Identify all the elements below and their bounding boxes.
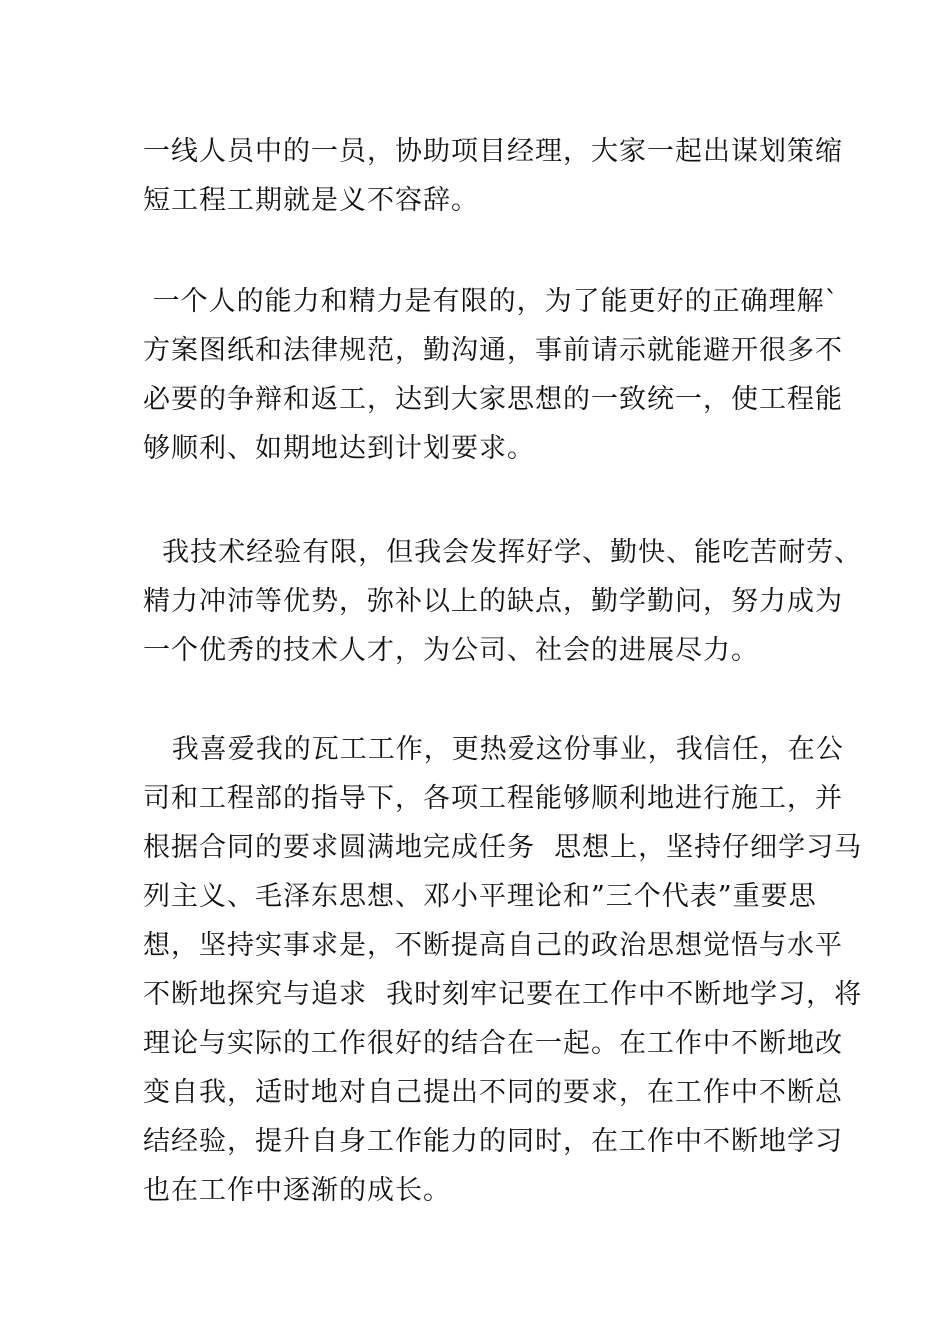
paragraph-line: 够顺利、如期地达到计划要求。	[143, 433, 535, 464]
paragraph-line: 不断地探究与追求 我时刻牢记要在工作中不断地学习，将	[143, 979, 863, 1010]
paragraph-line: 列主义、毛泽东思想、邓小平理论和”三个代表”重要思	[143, 881, 817, 912]
paragraph-line: 短工程工期就是义不容辞。	[143, 185, 479, 216]
paragraph-line: 想，坚持实事求是，不断提高自己的政治思想觉悟与水平	[143, 930, 843, 961]
paragraph-2	[143, 277, 843, 473]
paragraph-line: 也在工作中逐渐的成长。	[143, 1175, 451, 1206]
paragraph-3	[143, 528, 863, 675]
paragraph-1	[143, 127, 843, 225]
paragraph-line: 我喜爱我的瓦工工作，更热爱这份事业，我信任，在公	[143, 734, 844, 765]
paragraph-line: 一个人的能力和精力是有限的，为了能更好的正确理解`	[143, 286, 840, 317]
paragraph-line: 方案图纸和法律规范，勤沟通，事前请示就能避开很多不	[143, 335, 843, 366]
paragraph-line: 司和工程部的指导下，各项工程能够顺利地进行施工，并	[143, 783, 843, 814]
paragraph-line: 根据合同的要求圆满地完成任务 思想上，坚持仔细学习马	[143, 832, 863, 863]
paragraph-line: 必要的争辩和返工，达到大家思想的一致统一，使工程能	[143, 384, 843, 415]
paragraph-line: 一线人员中的一员，协助项目经理，大家一起出谋划策缩	[143, 136, 843, 167]
paragraph-line: 我技术经验有限，但我会发挥好学、勤快、能吃苦耐劳、	[143, 537, 863, 568]
paragraph-line: 一个优秀的技术人才，为公司、社会的进展尽力。	[143, 635, 759, 666]
paragraph-line: 结经验，提升自身工作能力的同时，在工作中不断地学习	[143, 1126, 843, 1157]
paragraph-4	[143, 725, 863, 1215]
paragraph-line: 精力冲沛等优势，弥补以上的缺点，勤学勤问，努力成为	[143, 586, 843, 617]
paragraph-line: 变自我，适时地对自己提出不同的要求，在工作中不断总	[143, 1077, 843, 1108]
paragraph-line: 理论与实际的工作很好的结合在一起。在工作中不断地改	[143, 1028, 843, 1059]
